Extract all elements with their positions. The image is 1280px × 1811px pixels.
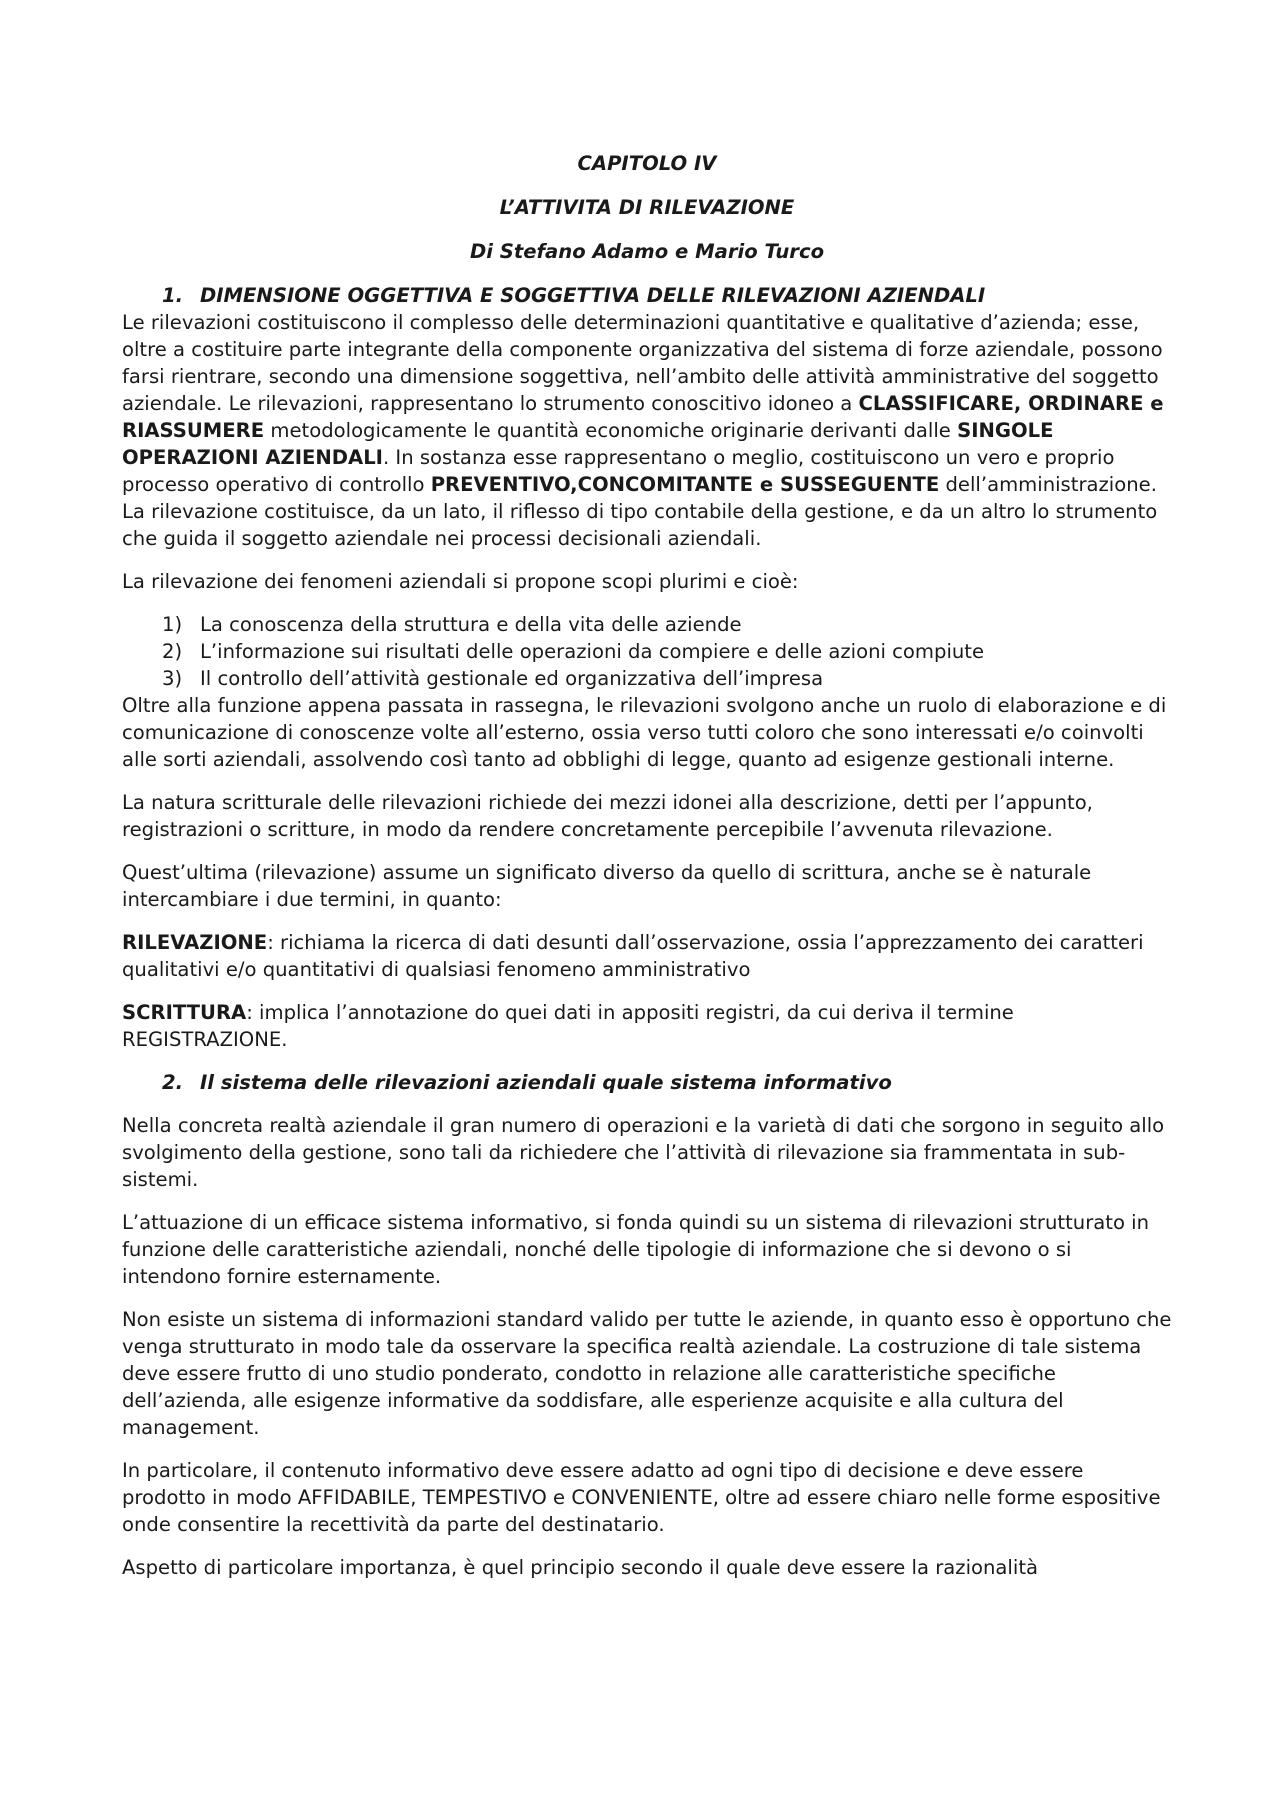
text-run: metodologicamente le quantità economiche originarie derivanti dalle — [264, 419, 958, 442]
list-number: 3) — [162, 667, 183, 690]
section-1-title: DIMENSIONE OGGETTIVA E SOGGETTIVA DELLE RILEVAZIONI AZIENDALI — [200, 284, 986, 307]
list-item — [162, 611, 1172, 638]
section-2-heading — [122, 1069, 1172, 1096]
document-page — [122, 150, 1172, 1581]
definition-scrittura — [122, 999, 1172, 1053]
section-2-paragraph-5: Aspetto di particolare importanza, è quel principio secondo il quale deve essere la razionalità — [122, 1556, 1039, 1579]
list-text: La conoscenza della struttura e della vita delle aziende — [200, 613, 742, 636]
bold-run: SINGOLE OPERAZIONI AZIENDALI — [122, 419, 1054, 469]
chapter-label: CAPITOLO IV — [577, 152, 717, 175]
definition-text: : implica l’annotazione do quei dati in appositi registri, da cui deriva il termine REGISTRAZIONE. — [122, 1001, 1014, 1051]
definition-text: : richiama la ricerca di dati desunti dall’osservazione, ossia l’apprezzamento dei caratteri qualitativi e/o quantitativi di qualsiasi fenomeno amministrativo — [122, 931, 1144, 981]
section-2-title: Il sistema delle rilevazioni aziendali quale sistema informativo — [200, 1071, 892, 1094]
list-item — [162, 665, 1172, 692]
section-1-paragraph-2: La rilevazione dei fenomeni aziendali si propone scopi plurimi e cioè: — [122, 570, 799, 593]
list-number: 1) — [162, 613, 183, 636]
section-2-number: 2. — [162, 1071, 184, 1094]
list-text: Il controllo dell’attività gestionale ed organizzativa dell’impresa — [200, 667, 824, 690]
purposes-list — [122, 611, 1172, 692]
section-2-paragraph-1: Nella concreta realtà aziendale il gran numero di operazioni e la varietà di dati che sorgono in seguito allo svolgimento della gestione, sono tali da richiedere che l’attività di rilevazione sia frammentata in sub-sistemi. — [122, 1114, 1165, 1191]
section-1-paragraph-3: Oltre alla funzione appena passata in rassegna, le rilevazioni svolgono anche un ruolo di elaborazione e di comunicazione di conoscenze volte all’esterno, ossia verso tutti coloro che sono interessati e/o coinvolti alle sorti aziendali, assolvendo così tanto ad obblighi di legge, quanto ad esigenze gestionali interne. — [122, 694, 1167, 771]
section-2-paragraph-2: L’attuazione di un efficace sistema informativo, si fonda quindi su un sistema di rilevazioni strutturato in funzione delle caratteristiche aziendali, nonché delle tipologie di informazione che si devono o si intendono fornire esternamente. — [122, 1211, 1150, 1288]
definition-rilevazione — [122, 929, 1172, 983]
bold-run: PREVENTIVO,CONCOMITANTE e SUSSEGUENTE — [430, 473, 940, 496]
section-2-paragraph-4: In particolare, il contenuto informativo deve essere adatto ad ogni tipo di decisione e deve essere prodotto in modo AFFIDABILE, TEMPESTIVO e CONVENIENTE, oltre ad essere chiaro nelle forme espositive onde consentire la recettività da parte del destinatario. — [122, 1459, 1161, 1536]
section-2-paragraph-3: Non esiste un sistema di informazioni standard valido per tutte le aziende, in quanto esso è opportuno che venga strutturato in modo tale da osservare la specifica realtà aziendale. La costruzione di tale sistema deve essere frutto di uno studio ponderato, condotto in relazione alle caratteristiche specifiche dell’azienda, alle esigenze informative da soddisfare, alle esperienze acquisite e alla cultura del management. — [122, 1308, 1172, 1439]
section-1-paragraph-4: La natura scritturale delle rilevazioni richiede dei mezzi idonei alla descrizione, detti per l’appunto, registrazioni o scritture, in modo da rendere concretamente percepibile l’avvenuta rilevazione. — [122, 791, 1093, 841]
definition-term: RILEVAZIONE — [122, 931, 268, 954]
chapter-title: L’ATTIVITA DI RILEVAZIONE — [499, 196, 795, 219]
list-item — [162, 638, 1172, 665]
bold-run: CLASSIFICARE, ORDINARE e RIASSUMERE — [122, 392, 1164, 442]
definition-term: SCRITTURA — [122, 1001, 247, 1024]
text-run: dell’amministrazione. La rilevazione costituisce, da un lato, il riflesso di tipo contabile della gestione, e da un altro lo strumento che guida il soggetto aziendale nei processi decisionali aziendali. — [122, 473, 1158, 550]
list-text: L’informazione sui risultati delle operazioni da compiere e delle azioni compiute — [200, 640, 985, 663]
text-run: . In sostanza esse rappresentano o meglio, costituiscono un vero e proprio processo operativo di controllo — [122, 446, 1115, 496]
section-1-heading — [122, 282, 1172, 309]
list-number: 2) — [162, 640, 183, 663]
section-1-paragraph-1 — [122, 309, 1172, 552]
text-run: Le rilevazioni costituiscono il complesso delle determinazioni quantitative e qualitative d’azienda; esse, oltre a costituire parte integrante della componente organizzativa del sistema di forze aziendale, possono farsi rientrare, secondo una dimensione soggettiva, nell’ambito delle attività amministrative del soggetto aziendale. Le rilevazioni, rappresentano lo strumento conoscitivo idoneo a — [122, 311, 1163, 415]
authors-line: Di Stefano Adamo e Mario Turco — [469, 240, 825, 263]
section-1-paragraph-5: Quest’ultima (rilevazione) assume un significato diverso da quello di scrittura, anche se è naturale intercambiare i due termini, in quanto: — [122, 861, 1092, 911]
section-1-number: 1. — [162, 284, 184, 307]
